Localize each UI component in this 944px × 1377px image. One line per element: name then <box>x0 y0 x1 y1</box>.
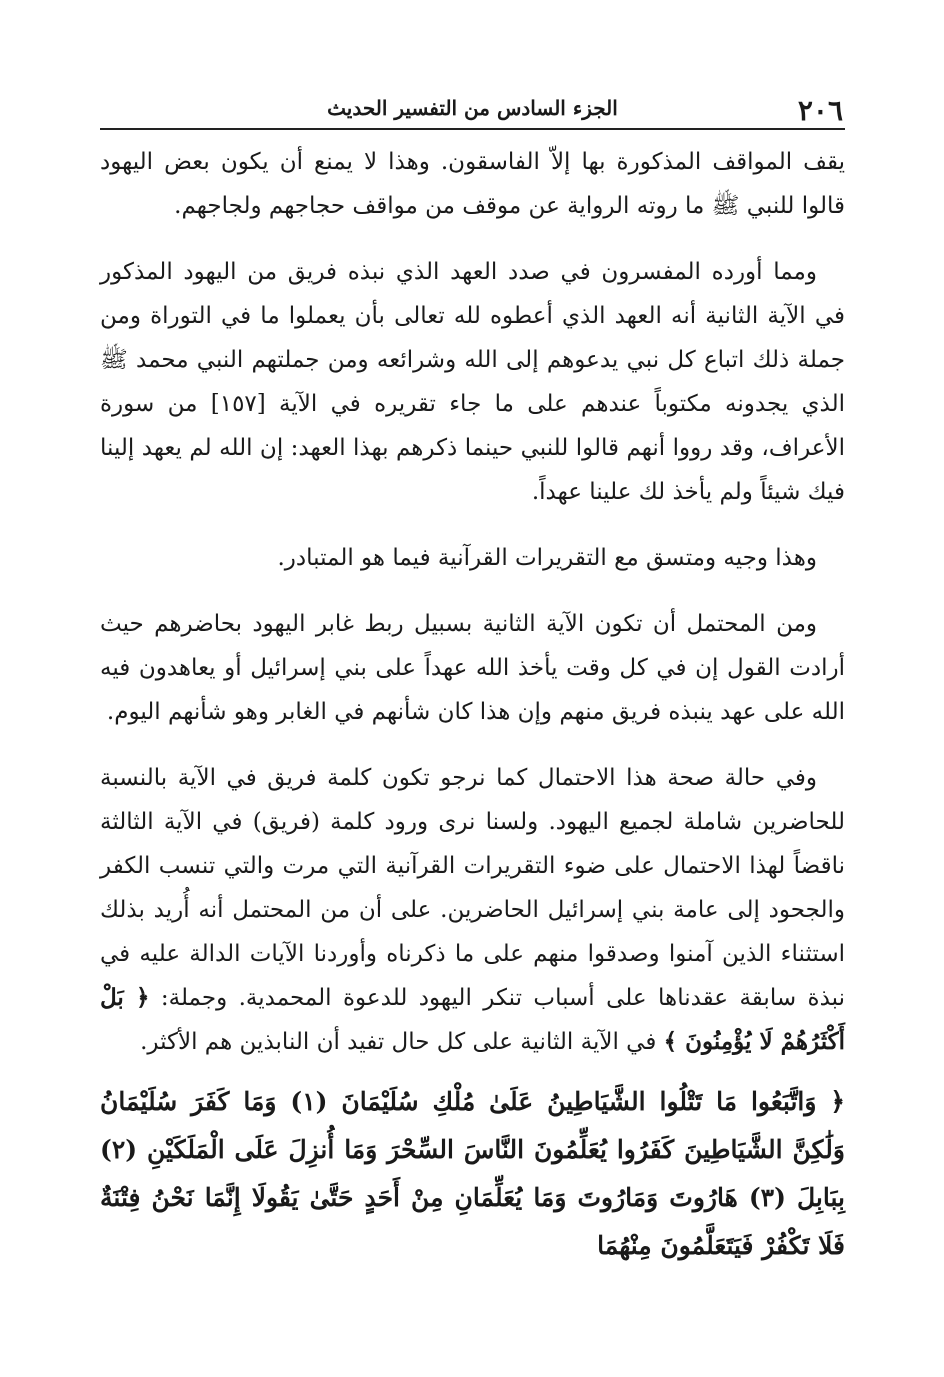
page-number: ٢٠٦ <box>797 94 843 127</box>
page-header <box>100 88 845 130</box>
paragraph: ومن المحتمل أن تكون الآية الثانية بسبيل ربط غابر اليهود بحاضرهم حيث أرادت القول إن في كل وقت يأخذ الله عهداً على بني إسرائيل أو يعاهدون فيه الله على عهد ينبذه فريق منهم وإن هذا كان شأنهم في الغابر وهو شأنهم اليوم. <box>100 611 845 725</box>
paragraph-tail: في الآية الثانية على كل حال تفيد أن النابذين هم الأكثر. <box>140 1029 657 1055</box>
paragraph: ومما أورده المفسرون في صدد العهد الذي نبذه فريق من اليهود المذكور في الآية الثانية أنه العهد الذي أعطوه لله تعالى بأن يعملوا ما في التوراة ومن جملة ذلك اتباع كل نبي يدعوهم إلى الله وشرائعه ومن جملتهم النبي محمد ﷺ الذي يجدونه مكتوباً عندهم على ما جاء تقريره في الآية [١٥٧] من سورة الأعراف، وقد رووا أنهم قالوا للنبي حينما ذكرهم بهذا العهد: إن الله لم يعهد إلينا فيك شيئاً ولم يأخذ لك علينا عهداً. <box>100 259 845 505</box>
running-title: الجزء السادس من التفسير الحديث <box>327 96 618 120</box>
paragraph: يقف المواقف المذكورة بها إلاّ الفاسقون. وهذا لا يمنع أن يكون بعض اليهود قالوا للنبي ﷺ ما روته الرواية عن موقف من مواقف حجاجهم ولجاجهم. <box>100 149 845 219</box>
body-text <box>100 140 845 1086</box>
paragraph: وهذا وجيه ومتسق مع التقريرات القرآنية فيما هو المتبادر. <box>277 545 817 571</box>
quran-quote: ﴿ بَلْ أَكْثَرُهُمْ لَا يُؤْمِنُونَ ﴾ <box>100 984 845 1055</box>
paragraph <box>100 756 845 1064</box>
paragraph-text: وفي حالة صحة هذا الاحتمال كما نرجو تكون كلمة فريق في الآية بالنسبة للحاضرين شاملة لجميع اليهود. ولسنا نرى ورود كلمة (فريق) في الآية الثالثة ناقضاً لهذا الاحتمال على ضوء التقريرات القرآنية التي مرت والتي تنسب الكفر والجحود إلى عامة بني إسرائيل الحاضرين. على أن من المحتمل أنه أُريد بذلك استثناء الذين آمنوا وصدقوا منهم على ما ذكرناه وأوردنا الآيات الدالة عليه في نبذة سابقة عقدناها على أسباب تنكر اليهود للدعوة المحمدية. وجملة: <box>100 765 845 1011</box>
quran-verse-block: ﴿ وَاتَّبَعُوا مَا تَتْلُوا الشَّيَاطِينُ عَلَىٰ مُلْكِ سُلَيْمَانَ (١) وَمَا كَفَرَ سُلَيْمَانُ وَلَٰكِنَّ الشَّيَاطِينَ كَفَرُوا يُعَلِّمُونَ النَّاسَ السِّحْرَ وَمَا أُنزِلَ عَلَى الْمَلَكَيْنِ (٢) بِبَابِلَ (٣) هَارُوتَ وَمَارُوتَ وَمَا يُعَلِّمَانِ مِنْ أَحَدٍ حَتَّىٰ يَقُولَا إِنَّمَا نَحْنُ فِتْنَةٌ فَلَا تَكْفُرْ فَيَتَعَلَّمُونَ مِنْهُمَا <box>100 1087 845 1260</box>
